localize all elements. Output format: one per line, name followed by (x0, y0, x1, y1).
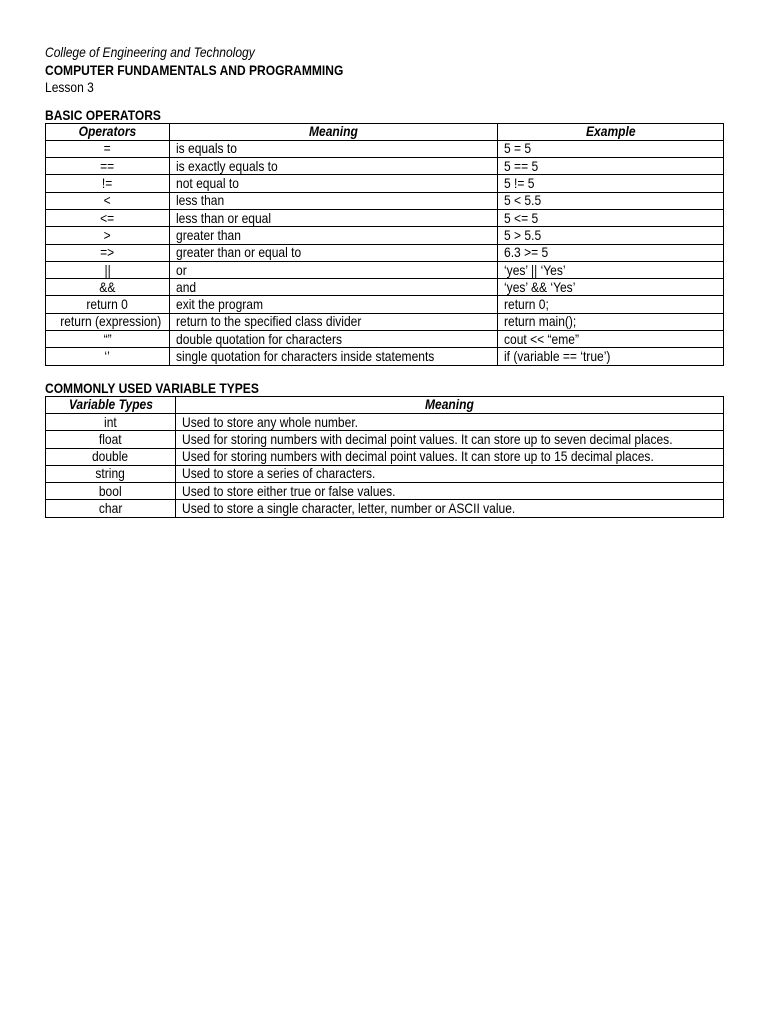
variable-types-table (45, 396, 724, 518)
variable-type-cell: int (46, 413, 176, 430)
table-row (46, 431, 724, 448)
example-cell: 5 == 5 (498, 158, 724, 175)
table-row (46, 261, 724, 278)
operator-cell: && (46, 279, 170, 296)
meaning-cell: Used to store a single character, letter, number or ASCII value. (176, 500, 724, 517)
table-row (46, 348, 724, 365)
example-cell: 5 = 5 (498, 140, 724, 157)
example-cell: ‘yes’ && ‘Yes’ (498, 279, 724, 296)
meaning-cell: Used to store any whole number. (176, 413, 724, 430)
table-row (46, 192, 724, 209)
example-cell: return 0; (498, 296, 724, 313)
operator-cell: return (expression) (46, 313, 170, 330)
table-row (46, 296, 724, 313)
example-cell: 5 != 5 (498, 175, 724, 192)
document-page (45, 44, 723, 518)
table-row (46, 465, 724, 482)
meaning-cell: Used to store a series of characters. (176, 465, 724, 482)
variable-type-cell: char (46, 500, 176, 517)
example-cell: 5 > 5.5 (498, 227, 724, 244)
variable-type-cell: bool (46, 483, 176, 500)
table-row (46, 227, 724, 244)
column-header-variable-types: Variable Types (46, 396, 176, 413)
meaning-cell: greater than or equal to (170, 244, 498, 261)
meaning-cell: less than (170, 192, 498, 209)
example-cell: 5 <= 5 (498, 209, 724, 226)
meaning-cell: or (170, 261, 498, 278)
table-row (46, 313, 724, 330)
example-cell: ‘yes’ || ‘Yes’ (498, 261, 724, 278)
variable-types-title: COMMONLY USED VARIABLE TYPES (45, 379, 259, 396)
example-cell: return main(); (498, 313, 724, 330)
meaning-cell: Used to store either true or false values. (176, 483, 724, 500)
table-row (46, 331, 724, 348)
meaning-cell: Used for storing numbers with decimal point values. It can store up to seven decimal places. (176, 431, 724, 448)
meaning-cell: greater than (170, 227, 498, 244)
column-header-example: Example (498, 123, 724, 140)
table-row (46, 140, 724, 157)
table-row (46, 500, 724, 517)
operator-cell: return 0 (46, 296, 170, 313)
operator-cell: != (46, 175, 170, 192)
table-row (46, 158, 724, 175)
operator-cell: == (46, 158, 170, 175)
table-row (46, 175, 724, 192)
operator-cell: <= (46, 209, 170, 226)
basic-operators-title: BASIC OPERATORS (45, 106, 161, 123)
table-row (46, 279, 724, 296)
variable-type-cell: float (46, 431, 176, 448)
meaning-cell: double quotation for characters (170, 331, 498, 348)
column-header-operators: Operators (46, 123, 170, 140)
operators-table (45, 123, 724, 366)
meaning-cell: Used for storing numbers with decimal point values. It can store up to 15 decimal places. (176, 448, 724, 465)
college-name: College of Engineering and Technology (45, 44, 255, 60)
operator-cell: => (46, 244, 170, 261)
operator-cell: || (46, 261, 170, 278)
meaning-cell: exit the program (170, 296, 498, 313)
variable-type-cell: string (46, 465, 176, 482)
example-cell: if (variable == ‘true’) (498, 348, 724, 365)
meaning-cell: return to the specified class divider (170, 313, 498, 330)
meaning-cell: is exactly equals to (170, 158, 498, 175)
operator-cell: “” (46, 331, 170, 348)
meaning-cell: not equal to (170, 175, 498, 192)
meaning-cell: less than or equal (170, 209, 498, 226)
variable-type-cell: double (46, 448, 176, 465)
meaning-cell: single quotation for characters inside statements (170, 348, 498, 365)
example-cell: cout << “eme” (498, 331, 724, 348)
column-header-meaning: Meaning (170, 123, 498, 140)
column-header-meaning: Meaning (176, 396, 724, 413)
table-row (46, 413, 724, 430)
variable-types-header-row (46, 396, 724, 413)
table-row (46, 209, 724, 226)
operator-cell: = (46, 140, 170, 157)
table-row (46, 483, 724, 500)
course-title: COMPUTER FUNDAMENTALS AND PROGRAMMING (45, 61, 344, 78)
example-cell: 6.3 >= 5 (498, 244, 724, 261)
meaning-cell: and (170, 279, 498, 296)
lesson-label: Lesson 3 (45, 79, 94, 95)
operator-cell: < (46, 192, 170, 209)
table-row (46, 244, 724, 261)
operator-cell: ‘’ (46, 348, 170, 365)
operator-cell: > (46, 227, 170, 244)
meaning-cell: is equals to (170, 140, 498, 157)
table-row (46, 448, 724, 465)
operators-header-row (46, 123, 724, 140)
example-cell: 5 < 5.5 (498, 192, 724, 209)
